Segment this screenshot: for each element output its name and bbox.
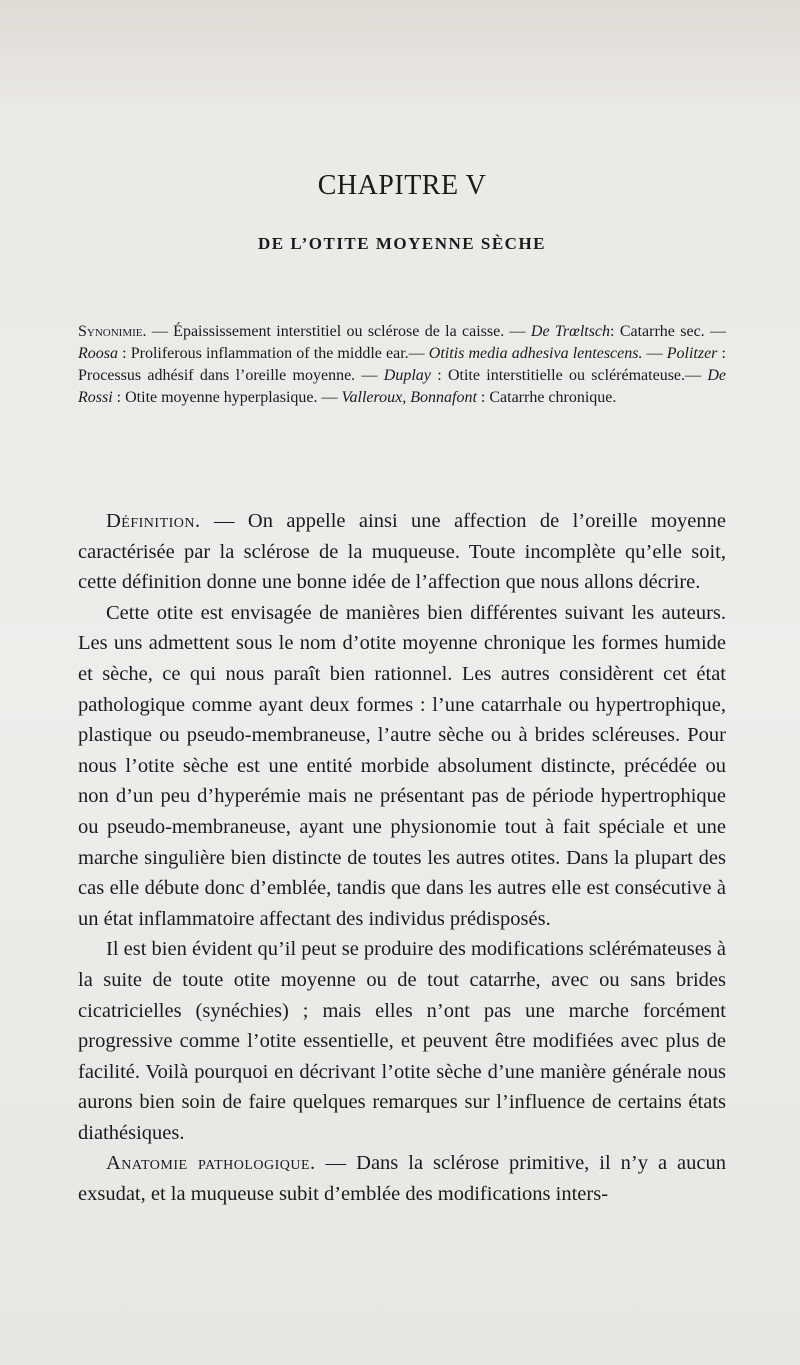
synonymie-text-3: — [642, 345, 667, 362]
synonymie-text-7: : Catarrhe chronique. [476, 389, 617, 406]
author-politzer: Politzer [666, 345, 718, 362]
body-text [78, 506, 726, 1210]
author-troeltsch: De Trœltsch [530, 323, 611, 340]
synonymie-text-1: : Catarrhe sec. — [610, 323, 727, 340]
definition-label: Définition. [106, 510, 201, 532]
synonymie-text-6: : Otite moyenne hyperplasique. — [112, 389, 342, 406]
anatomie-label: Anatomie pathologique. [106, 1152, 316, 1175]
synonymie-text-5: : Otite interstitielle ou sclérémateuse.— [430, 367, 708, 384]
paragraph: Il est bien évident qu’il peut se produire des modifications sclérémateuses à la suite de toute otite moyenne ou de tout catarrhe, avec ou sans brides cicatricielles (synéchies) ; mais elles n’ont pas une marche forcément progressive comme l’otite essentielle, et peuvent être modifiées avec plus de facilité. Voilà pourquoi en décrivant l’otite sèche d’une manière générale nous aurons bien soin de faire quelques remarques sur l’influence de certains états diathésiques. [78, 938, 726, 1144]
definition-paragraph [78, 506, 726, 598]
bleed-through-texture [60, 70, 760, 101]
paragraph: Cette otite est envisagée de manières bien différentes suivant les auteurs. Les uns admettent sous le nom d’otite moyenne chronique les formes humide et sèche, ce qui nous paraît bien rationnel. Les autres considèrent cet état pathologique comme ayant deux formes : l’une catarrhale ou hypertrophique, plastique ou pseudo-membraneuse, l’autre sèche ou à brides scléreuses. Pour nous l’otite sèche est une entité morbide absolument distincte, précédée ou non d’un peu d’hyperémie mais ne présentant pas de période hypertrophique ou pseudo-membraneuse, ayant une physionomie tout à fait spéciale et une marche singulière bien distincte de toutes les autres otites. Dans la plupart des cas elle débute donc d’emblée, tandis que dans les autres elle est consécutive à un état inflammatoire affectant des individus prédisposés. [78, 601, 726, 930]
author-de-rossi: De Rossi [78, 367, 726, 406]
synonymie-text-2: : Proliferous inflammation of the middle ear.— [118, 345, 429, 362]
anatomie-paragraph [78, 1148, 726, 1209]
synonymie-text-0: — Épaississement interstitiel ou sclérose de la caisse. — [146, 323, 531, 340]
latin-term: Otitis media adhesiva lentescens. [428, 345, 643, 362]
definition-text: — On appelle ainsi une affection de l’oreille moyenne caractérisée par la sclérose de la muqueuse. Toute incomplète qu’elle soit, cette définition donne une bonne idée de l’affection que nous allons décrire. [78, 510, 726, 594]
synonymie-block [78, 321, 726, 409]
author-duplay: Duplay [383, 367, 431, 384]
synonymie-text-4: : Processus adhésif dans l’oreille moyenne. — [78, 345, 726, 384]
anatomie-text: — Dans la sclérose primitive, il n’y a aucun exsudat, et la muqueuse subit d’emblée des modifications inters- [78, 1152, 726, 1206]
author-roosa: Roosa [78, 345, 118, 362]
synonymie-label: Synonimie. [78, 323, 147, 340]
chapter-subtitle: DE L’OTITE MOYENNE SÈCHE [257, 234, 547, 253]
chapter-heading: CHAPITRE V [317, 170, 487, 201]
author-valleroux-bonnafont: Valleroux, Bonnafont [341, 389, 477, 406]
